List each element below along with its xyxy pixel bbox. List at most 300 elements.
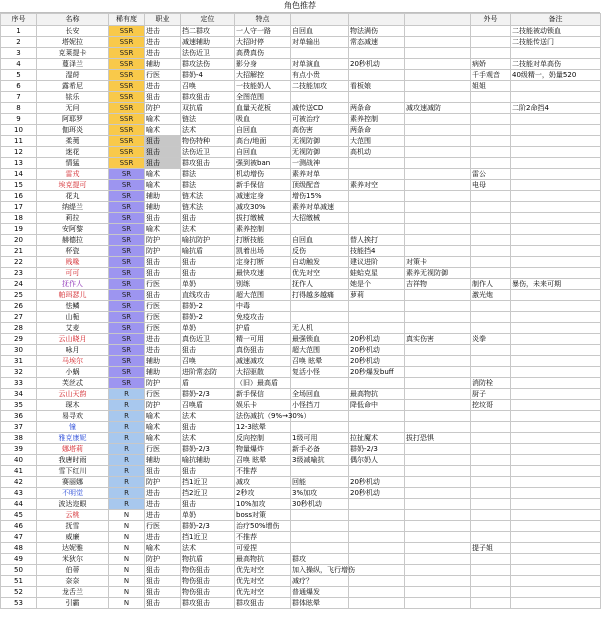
cell-note	[511, 147, 601, 158]
cell-id: 27	[1, 312, 37, 323]
cell-id: 22	[1, 257, 37, 268]
cell-id: 26	[1, 301, 37, 312]
cell-nickname	[471, 257, 511, 268]
cell-rarity: SR	[109, 268, 145, 279]
cell-feature-4: 真实伤害	[405, 334, 471, 345]
cell-nickname	[471, 521, 511, 532]
cell-feature-3: 蛙蛤克星	[349, 268, 405, 279]
cell-feature-3: 20秒机动	[349, 356, 405, 367]
cell-feature: 真伤狙击	[235, 345, 291, 356]
cell-job: 防护	[145, 477, 181, 488]
cell-feature-3	[349, 224, 405, 235]
cell-id: 5	[1, 70, 37, 81]
cell-note	[511, 92, 601, 103]
cell-feature-2: 无视防御	[291, 147, 349, 158]
cell-name: 无问	[37, 103, 109, 114]
cell-position: 群攻狙击	[181, 598, 235, 609]
cell-note	[511, 565, 601, 576]
cell-rarity: R	[109, 477, 145, 488]
cell-note: 二阶2命挡4	[511, 103, 601, 114]
cell-note	[511, 466, 601, 477]
cell-job: 狙击	[145, 565, 181, 576]
header-id: 序号	[1, 14, 37, 26]
cell-rarity: R	[109, 422, 145, 433]
cell-id: 48	[1, 543, 37, 554]
cell-feature-2: 增伤15%	[291, 191, 349, 202]
cell-feature-3: 替人挨打	[349, 235, 405, 246]
cell-position: 狙击	[181, 268, 235, 279]
cell-feature-4	[405, 323, 471, 334]
cell-feature-2: 3%加攻	[291, 488, 349, 499]
cell-name: 山栀	[37, 312, 109, 323]
cell-note	[511, 312, 601, 323]
cell-feature-4	[405, 202, 471, 213]
cell-nickname: 电母	[471, 180, 511, 191]
cell-note	[511, 48, 601, 59]
cell-feature: 优先对空	[235, 576, 291, 587]
cell-feature-4	[405, 224, 471, 235]
cell-name: 杯瓷	[37, 246, 109, 257]
cell-feature-2: 可被治疗	[291, 114, 349, 125]
cell-feature-3	[349, 323, 405, 334]
cell-position: 单奶	[181, 279, 235, 290]
table-row	[1, 345, 601, 356]
cell-feature-4	[405, 565, 471, 576]
cell-position: 盾	[181, 378, 235, 389]
cell-feature: 血量天花板	[235, 103, 291, 114]
cell-feature-2: 3级减喻抗	[291, 455, 349, 466]
cell-name: 奈奈	[37, 576, 109, 587]
table-row	[1, 323, 601, 334]
cell-note	[511, 477, 601, 488]
cell-note	[511, 587, 601, 598]
cell-position: 狙击	[181, 257, 235, 268]
table-row	[1, 532, 601, 543]
cell-nickname	[471, 147, 511, 158]
cell-id: 10	[1, 125, 37, 136]
cell-position: 群奶-2	[181, 301, 235, 312]
cell-id: 6	[1, 81, 37, 92]
table-row	[1, 334, 601, 345]
table-row	[1, 125, 601, 136]
table-row	[1, 433, 601, 444]
cell-rarity: N	[109, 565, 145, 576]
cell-note	[511, 411, 601, 422]
table-row	[1, 246, 601, 257]
cell-feature-3: 20秒机动	[349, 477, 405, 488]
cell-job: 喻术	[145, 422, 181, 433]
cell-name: 小蜗	[37, 367, 109, 378]
cell-feature-4: 吉祥物	[405, 279, 471, 290]
cell-note: 二技能传送门	[511, 37, 601, 48]
cell-note	[511, 488, 601, 499]
cell-feature-4	[405, 510, 471, 521]
cell-job: 狙击	[145, 158, 181, 169]
cell-name: 伽珥炎	[37, 125, 109, 136]
cell-nickname: 炎拳	[471, 334, 511, 345]
cell-note	[511, 136, 601, 147]
cell-position: 狙击	[181, 466, 235, 477]
cell-feature: 一人守一路	[235, 26, 291, 37]
cell-nickname	[471, 477, 511, 488]
cell-rarity: N	[109, 576, 145, 587]
cell-feature-3: 萝莉	[349, 290, 405, 301]
cell-feature: 别练	[235, 279, 291, 290]
cell-feature-3: 大范围	[349, 136, 405, 147]
cell-nickname	[471, 213, 511, 224]
cell-feature-2: 无人机	[291, 323, 349, 334]
cell-id: 17	[1, 202, 37, 213]
cell-job: 进击	[145, 48, 181, 59]
cell-feature-2: 对单输出	[291, 37, 349, 48]
cell-rarity: SR	[109, 334, 145, 345]
cell-feature: 拔打缴械	[235, 213, 291, 224]
table-row	[1, 378, 601, 389]
cell-note	[511, 246, 601, 257]
cell-feature: 反向控制	[235, 433, 291, 444]
cell-position: 法术	[181, 433, 235, 444]
cell-name: 米狄尔	[37, 554, 109, 565]
cell-nickname	[471, 356, 511, 367]
cell-note	[511, 499, 601, 510]
table-row	[1, 488, 601, 499]
cell-job: 辅助	[145, 202, 181, 213]
cell-feature-3	[349, 48, 405, 59]
cell-feature-3	[349, 466, 405, 477]
cell-nickname	[471, 268, 511, 279]
cell-feature-4	[405, 499, 471, 510]
cell-feature: 12-3眩晕	[235, 422, 291, 433]
cell-note: 二技能对单高伤	[511, 59, 601, 70]
cell-id: 19	[1, 224, 37, 235]
cell-feature-4	[405, 378, 471, 389]
cell-name: 埃克提可	[37, 180, 109, 191]
cell-feature-4	[405, 213, 471, 224]
header-position: 定位	[181, 14, 235, 26]
cell-rarity: R	[109, 400, 145, 411]
table-row	[1, 235, 601, 246]
cell-job: 防护	[145, 378, 181, 389]
cell-position: 狙击	[181, 422, 235, 433]
cell-feature-2	[291, 378, 349, 389]
cell-nickname	[471, 26, 511, 37]
cell-position: 群攻狙击	[181, 92, 235, 103]
cell-note	[511, 345, 601, 356]
cell-nickname: 制作人	[471, 279, 511, 290]
cell-nickname	[471, 444, 511, 455]
cell-position: 法伤近卫	[181, 48, 235, 59]
cell-feature-3	[349, 587, 405, 598]
cell-feature-2: 减疗？	[291, 576, 349, 587]
cell-nickname	[471, 191, 511, 202]
cell-position: 单奶	[181, 510, 235, 521]
cell-nickname	[471, 235, 511, 246]
cell-position: 群奶-4	[181, 70, 235, 81]
cell-job: 行医	[145, 70, 181, 81]
cell-rarity: SR	[109, 378, 145, 389]
table-row	[1, 587, 601, 598]
cell-position: 喻抗辅助	[181, 455, 235, 466]
cell-name: 纳缇兰	[37, 202, 109, 213]
cell-feature-4	[405, 598, 471, 609]
cell-name: 阿耶罗	[37, 114, 109, 125]
cell-rarity: SR	[109, 257, 145, 268]
cell-id: 3	[1, 48, 37, 59]
cell-name: 引霸	[37, 598, 109, 609]
cell-position: 群攻狙击	[181, 158, 235, 169]
cell-feature: 强到被ban	[235, 158, 291, 169]
table-body	[1, 26, 601, 609]
cell-name: 雅克康妮	[37, 433, 109, 444]
cell-feature: 治疗50%增伤	[235, 521, 291, 532]
cell-feature-4	[405, 488, 471, 499]
table-row	[1, 257, 601, 268]
cell-feature-4	[405, 444, 471, 455]
cell-feature-2: 自动触发	[291, 257, 349, 268]
cell-id: 14	[1, 169, 37, 180]
cell-position: 挡2近卫	[181, 488, 235, 499]
cell-feature-2: 复活小怪	[291, 367, 349, 378]
cell-feature: 减攻30%	[235, 202, 291, 213]
table-row	[1, 444, 601, 455]
cell-feature-2	[291, 312, 349, 323]
cell-job: 辅助	[145, 367, 181, 378]
cell-nickname	[471, 224, 511, 235]
cell-feature-4: 素养无视防御	[405, 268, 471, 279]
cell-rarity: R	[109, 466, 145, 477]
cell-feature-2	[291, 422, 349, 433]
cell-rarity: SR	[109, 169, 145, 180]
cell-feature-3: 20秒机动	[349, 334, 405, 345]
cell-nickname	[471, 598, 511, 609]
cell-feature-3: 20秒机动	[349, 488, 405, 499]
cell-feature: 高费真伤	[235, 48, 291, 59]
cell-feature: 最快攻速	[235, 268, 291, 279]
cell-nickname	[471, 323, 511, 334]
cell-rarity: R	[109, 389, 145, 400]
cell-feature: 最高物抗	[235, 554, 291, 565]
cell-feature-4	[405, 411, 471, 422]
cell-feature-3: 20秒机动	[349, 59, 405, 70]
cell-nickname	[471, 455, 511, 466]
cell-job: 进击	[145, 345, 181, 356]
cell-feature: 可爱捏	[235, 543, 291, 554]
table-row	[1, 169, 601, 180]
cell-job: 行医	[145, 444, 181, 455]
cell-feature-4	[405, 554, 471, 565]
cell-job: 行医	[145, 301, 181, 312]
table-row	[1, 521, 601, 532]
cell-nickname	[471, 488, 511, 499]
cell-name: 铱乐	[37, 92, 109, 103]
cell-feature: 中毒	[235, 301, 291, 312]
table-row	[1, 279, 601, 290]
cell-rarity: R	[109, 455, 145, 466]
cell-id: 7	[1, 92, 37, 103]
cell-feature-3	[349, 499, 405, 510]
cell-position: 喻抗防护	[181, 235, 235, 246]
cell-id: 18	[1, 213, 37, 224]
cell-feature-3	[349, 565, 405, 576]
cell-feature-4	[405, 92, 471, 103]
cell-rarity: N	[109, 554, 145, 565]
cell-rarity: SSR	[109, 26, 145, 37]
cell-feature: boss对策	[235, 510, 291, 521]
cell-feature-4	[405, 356, 471, 367]
cell-feature-2: 全场回血	[291, 389, 349, 400]
cell-feature-4	[405, 576, 471, 587]
cell-note	[511, 213, 601, 224]
table-row	[1, 543, 601, 554]
table-row	[1, 367, 601, 378]
cell-nickname	[471, 367, 511, 378]
cell-note	[511, 400, 601, 411]
cell-job: 狙击	[145, 92, 181, 103]
table-row	[1, 180, 601, 191]
table-row	[1, 103, 601, 114]
cell-feature-4	[405, 114, 471, 125]
cell-feature: 自回血	[235, 125, 291, 136]
cell-id: 33	[1, 378, 37, 389]
cell-feature-4	[405, 312, 471, 323]
cell-position: 喻抗盾	[181, 246, 235, 257]
cell-feature: 影分身	[235, 59, 291, 70]
cell-feature: 物量爆炸	[235, 444, 291, 455]
cell-nickname: 雷公	[471, 169, 511, 180]
cell-rarity: SSR	[109, 70, 145, 81]
cell-note	[511, 389, 601, 400]
cell-name: 露希尼	[37, 81, 109, 92]
cell-nickname	[471, 202, 511, 213]
cell-note	[511, 455, 601, 466]
cell-name: 贱喙	[37, 257, 109, 268]
cell-rarity: SR	[109, 213, 145, 224]
cell-note	[511, 367, 601, 378]
table-row	[1, 114, 601, 125]
cell-rarity: SSR	[109, 136, 145, 147]
cell-feature-2: 有点小贵	[291, 70, 349, 81]
table-row	[1, 136, 601, 147]
cell-position: 链术法	[181, 202, 235, 213]
table-row	[1, 48, 601, 59]
cell-feature: 自回血	[235, 147, 291, 158]
cell-rarity: SR	[109, 367, 145, 378]
cell-feature: 召唤 眩晕	[235, 455, 291, 466]
cell-note	[511, 422, 601, 433]
cell-feature: 不推荐	[235, 466, 291, 477]
cell-name: 达妮雅	[37, 543, 109, 554]
cell-name: 威廉	[37, 532, 109, 543]
table-row	[1, 301, 601, 312]
table-row	[1, 477, 601, 488]
cell-nickname	[471, 345, 511, 356]
cell-rarity: SSR	[109, 59, 145, 70]
cell-position: 狙击	[181, 499, 235, 510]
cell-name: 不明觉	[37, 488, 109, 499]
cell-id: 30	[1, 345, 37, 356]
table-row	[1, 147, 601, 158]
cell-feature-4	[405, 455, 471, 466]
cell-position: 直线攻击	[181, 290, 235, 301]
cell-position: 链法	[181, 114, 235, 125]
cell-feature-4	[405, 477, 471, 488]
table-row	[1, 356, 601, 367]
cell-name: 帕珥瑟儿	[37, 290, 109, 301]
cell-feature-4	[405, 125, 471, 136]
cell-feature-3	[349, 158, 405, 169]
cell-id: 51	[1, 576, 37, 587]
cell-rarity: N	[109, 543, 145, 554]
cell-feature-2: 超大范围	[291, 345, 349, 356]
table-row	[1, 290, 601, 301]
cell-job: 喻术	[145, 169, 181, 180]
cell-job: 辅助	[145, 191, 181, 202]
header-feature: 特点	[235, 14, 291, 26]
cell-job: 喻术	[145, 180, 181, 191]
cell-feature: 新手保信	[235, 180, 291, 191]
table-row	[1, 400, 601, 411]
table-row	[1, 554, 601, 565]
cell-id: 53	[1, 598, 37, 609]
cell-feature: 一技能奶人	[235, 81, 291, 92]
cell-feature: 2秒攻	[235, 488, 291, 499]
cell-nickname	[471, 48, 511, 59]
table-row	[1, 598, 601, 609]
cell-feature-2: 群攻	[291, 554, 349, 565]
cell-note	[511, 114, 601, 125]
cell-job: 防护	[145, 246, 181, 257]
cell-nickname	[471, 125, 511, 136]
cell-name: 云山天韵	[37, 389, 109, 400]
cell-id: 12	[1, 147, 37, 158]
cell-job: 狙击	[145, 576, 181, 587]
cell-feature: 减速定身	[235, 191, 291, 202]
cell-position: 群法	[181, 169, 235, 180]
table-row	[1, 422, 601, 433]
cell-rarity: SR	[109, 301, 145, 312]
cell-job: 进击	[145, 488, 181, 499]
cell-nickname	[471, 246, 511, 257]
cell-feature-3	[349, 70, 405, 81]
cell-id: 4	[1, 59, 37, 70]
cell-position: 挡1近卫	[181, 477, 235, 488]
cell-job: 进击	[145, 334, 181, 345]
cell-note	[511, 235, 601, 246]
cell-job: 喻术	[145, 224, 181, 235]
cell-name: 塔妮拉	[37, 37, 109, 48]
cell-feature-4	[405, 158, 471, 169]
cell-name: 云山晓月	[37, 334, 109, 345]
cell-rarity: SR	[109, 235, 145, 246]
cell-position: 召唤盾	[181, 400, 235, 411]
cell-position: 单奶	[181, 323, 235, 334]
cell-nickname: 消防栓	[471, 378, 511, 389]
cell-nickname	[471, 37, 511, 48]
cell-job: 防护	[145, 400, 181, 411]
cell-id: 29	[1, 334, 37, 345]
table-row	[1, 191, 601, 202]
cell-job: 狙击	[145, 598, 181, 609]
cell-rarity: SR	[109, 180, 145, 191]
cell-rarity: R	[109, 433, 145, 444]
cell-name: 芙丝忒	[37, 378, 109, 389]
cell-id: 49	[1, 554, 37, 565]
cell-job: 进击	[145, 26, 181, 37]
cell-job: 防护	[145, 103, 181, 114]
table-row	[1, 92, 601, 103]
cell-feature-2: 自回血	[291, 26, 349, 37]
cell-nickname	[471, 92, 511, 103]
